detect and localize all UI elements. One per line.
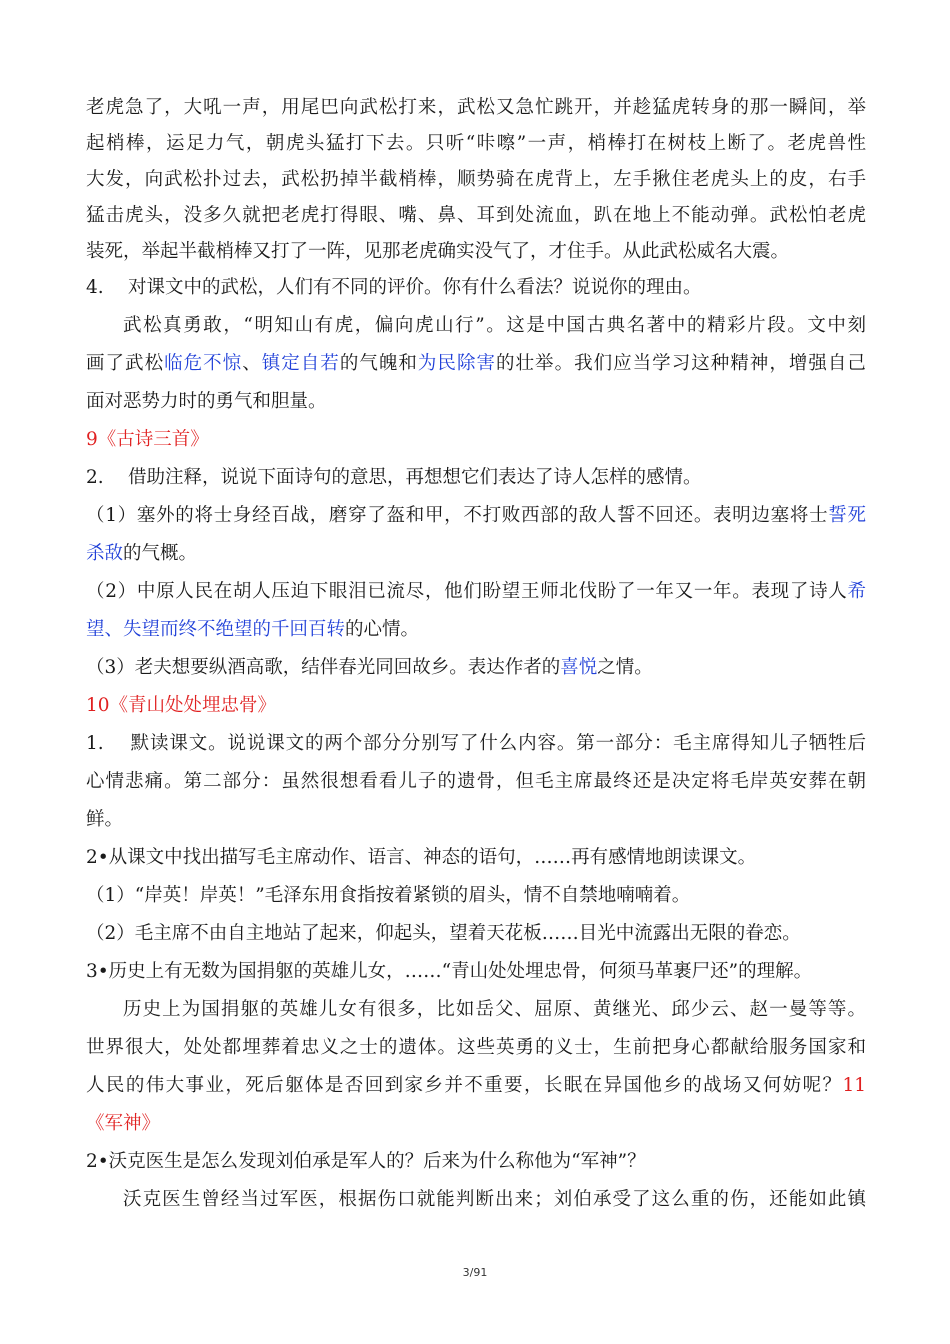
text-line (86, 618, 866, 642)
text-line (86, 352, 866, 376)
text-segment: （1）塞外的将士身经百战，磨穿了盔和甲，不打败西部的敌人誓不回还。表明边塞将士 (86, 505, 829, 526)
highlighted-phrase: 镇定自若 (261, 353, 340, 374)
text-segment: 4. 对课文中的武松，人们有不同的评价。你有什么看法？说说你的理由。 (86, 277, 702, 298)
text-segment: 之情。 (597, 657, 653, 678)
text-segment: 人民的伟大事业，死后躯体是否回到家乡并不重要，长眠在异国他乡的战场又何妨呢？ (86, 1075, 843, 1096)
text-line (86, 922, 866, 946)
text-segment: 3•历史上有无数为国捐躯的英雄儿女，……“青山处处埋忠骨，何须马革裹尸还”的理解。 (86, 961, 813, 982)
text-segment: 大发，向武松扑过去，武松扔掉半截梢棒，顺势骑在虎背上，左手揪住老虎头上的皮，右手 (86, 169, 866, 190)
text-segment: 、 (242, 353, 262, 374)
text-segment: 的气概。 (123, 543, 198, 564)
text-line (86, 390, 866, 414)
text-line (86, 998, 866, 1022)
text-segment: （3）老夫想要纵酒高歌，结伴春光同回故乡。表达作者的 (86, 657, 561, 678)
text-line (86, 504, 866, 528)
text-line (86, 168, 866, 192)
text-line (86, 240, 866, 264)
highlighted-phrase: 望、失望而终不绝望的千回百转 (86, 619, 346, 640)
text-line (86, 1188, 866, 1212)
text-segment: 猛击虎头，没多久就把老虎打得眼、嘴、鼻、耳到处流血，趴在地上不能动弹。武松怕老虎 (86, 205, 866, 226)
text-line (86, 656, 866, 680)
text-segment: （1）“岸英！岸英！”毛泽东用食指按着紧锁的眉头，情不自禁地喃喃着。 (86, 885, 691, 906)
text-segment: 装死，举起半截梢棒又打了一阵，见那老虎确实没气了，才住手。从此武松威名大震。 (86, 241, 790, 262)
text-segment: 老虎急了，大吼一声，用尾巴向武松打来，武松又急忙跳开，并趁猛虎转身的那一瞬间，举 (86, 97, 866, 118)
text-segment: 武松真勇敢，“明知山有虎，偏向虎山行”。这是中国古典名著中的精彩片段。文中刻 (123, 315, 866, 336)
text-segment: 2•从课文中找出描写毛主席动作、语言、神态的语句，……再有感情地朗读课文。 (86, 847, 757, 868)
section-heading-text: 10《青山处处埋忠骨》 (86, 695, 277, 716)
text-line (86, 428, 866, 452)
text-segment: 心情悲痛。第二部分：虽然很想看看儿子的遗骨，但毛主席最终还是决定将毛岸英安葬在朝 (86, 771, 866, 792)
text-line (86, 846, 866, 870)
text-segment: 面对恶势力时的勇气和胆量。 (86, 391, 327, 412)
text-line (86, 276, 866, 300)
highlighted-phrase: 为民除害 (417, 353, 496, 374)
text-segment: 起梢棒，运足力气，朝虎头猛打下去。只听“咔嚓”一声，梢棒打在树枝上断了。老虎兽性 (86, 133, 866, 154)
highlighted-phrase: 临危不惊 (164, 353, 243, 374)
text-line (86, 1112, 866, 1136)
text-line (86, 732, 866, 756)
text-line (86, 960, 866, 984)
text-line (86, 694, 866, 718)
highlighted-phrase: 誓死 (828, 505, 866, 526)
text-segment: 2. 借助注释，说说下面诗句的意思，再想想它们表达了诗人怎样的感情。 (86, 467, 702, 488)
text-segment: 历史上为国捐躯的英雄儿女有很多，比如岳父、屈原、黄继光、邱少云、赵一曼等等。 (123, 999, 866, 1020)
text-segment: 2•沃克医生是怎么发现刘伯承是军人的？后来为什么称他为“军神”？ (86, 1151, 646, 1172)
highlighted-phrase: 杀敌 (86, 543, 124, 564)
highlighted-phrase: 希 (847, 581, 866, 602)
text-segment: 沃克医生曾经当过军医，根据伤口就能判断出来；刘伯承受了这么重的伤，还能如此镇 (123, 1189, 866, 1210)
text-line (86, 770, 866, 794)
text-segment: 的气魄和 (339, 353, 418, 374)
text-line (86, 1036, 866, 1060)
section-heading-text: 11 (842, 1075, 866, 1096)
text-segment: 的心情。 (345, 619, 420, 640)
text-segment: （2）中原人民在胡人压迫下眼泪已流尽，他们盼望王师北伐盼了一年又一年。表现了诗人 (86, 581, 848, 602)
text-segment: 画了武松 (86, 353, 165, 374)
text-segment: 世界很大，处处都埋葬着忠义之士的遗体。这些英勇的义士，生前把身心都献给服务国家和 (86, 1037, 866, 1058)
text-line (86, 204, 866, 228)
text-line (86, 808, 866, 832)
text-line (86, 580, 866, 604)
text-line (86, 132, 866, 156)
text-line (86, 1074, 866, 1098)
text-line (86, 96, 866, 120)
page-number: 3/91 (462, 1266, 488, 1279)
text-line (86, 884, 866, 908)
text-line (86, 466, 866, 490)
text-segment: 的壮举。我们应当学习这种精神，增强自己 (496, 353, 866, 374)
highlighted-phrase: 喜悦 (560, 657, 598, 678)
text-line (86, 542, 866, 566)
text-segment: 1. 默读课文。说说课文的两个部分分别写了什么内容。第一部分：毛主席得知儿子牺牲后 (86, 733, 866, 754)
section-heading-text: 《军神》 (86, 1113, 161, 1134)
text-line (86, 1150, 866, 1174)
text-segment: （2）毛主席不由自主地站了起来，仰起头，望着天花板……目光中流露出无限的眷恋。 (86, 923, 801, 944)
section-heading-text: 9《古诗三首》 (86, 429, 209, 450)
text-segment: 鲜。 (86, 809, 124, 830)
text-line (86, 314, 866, 338)
